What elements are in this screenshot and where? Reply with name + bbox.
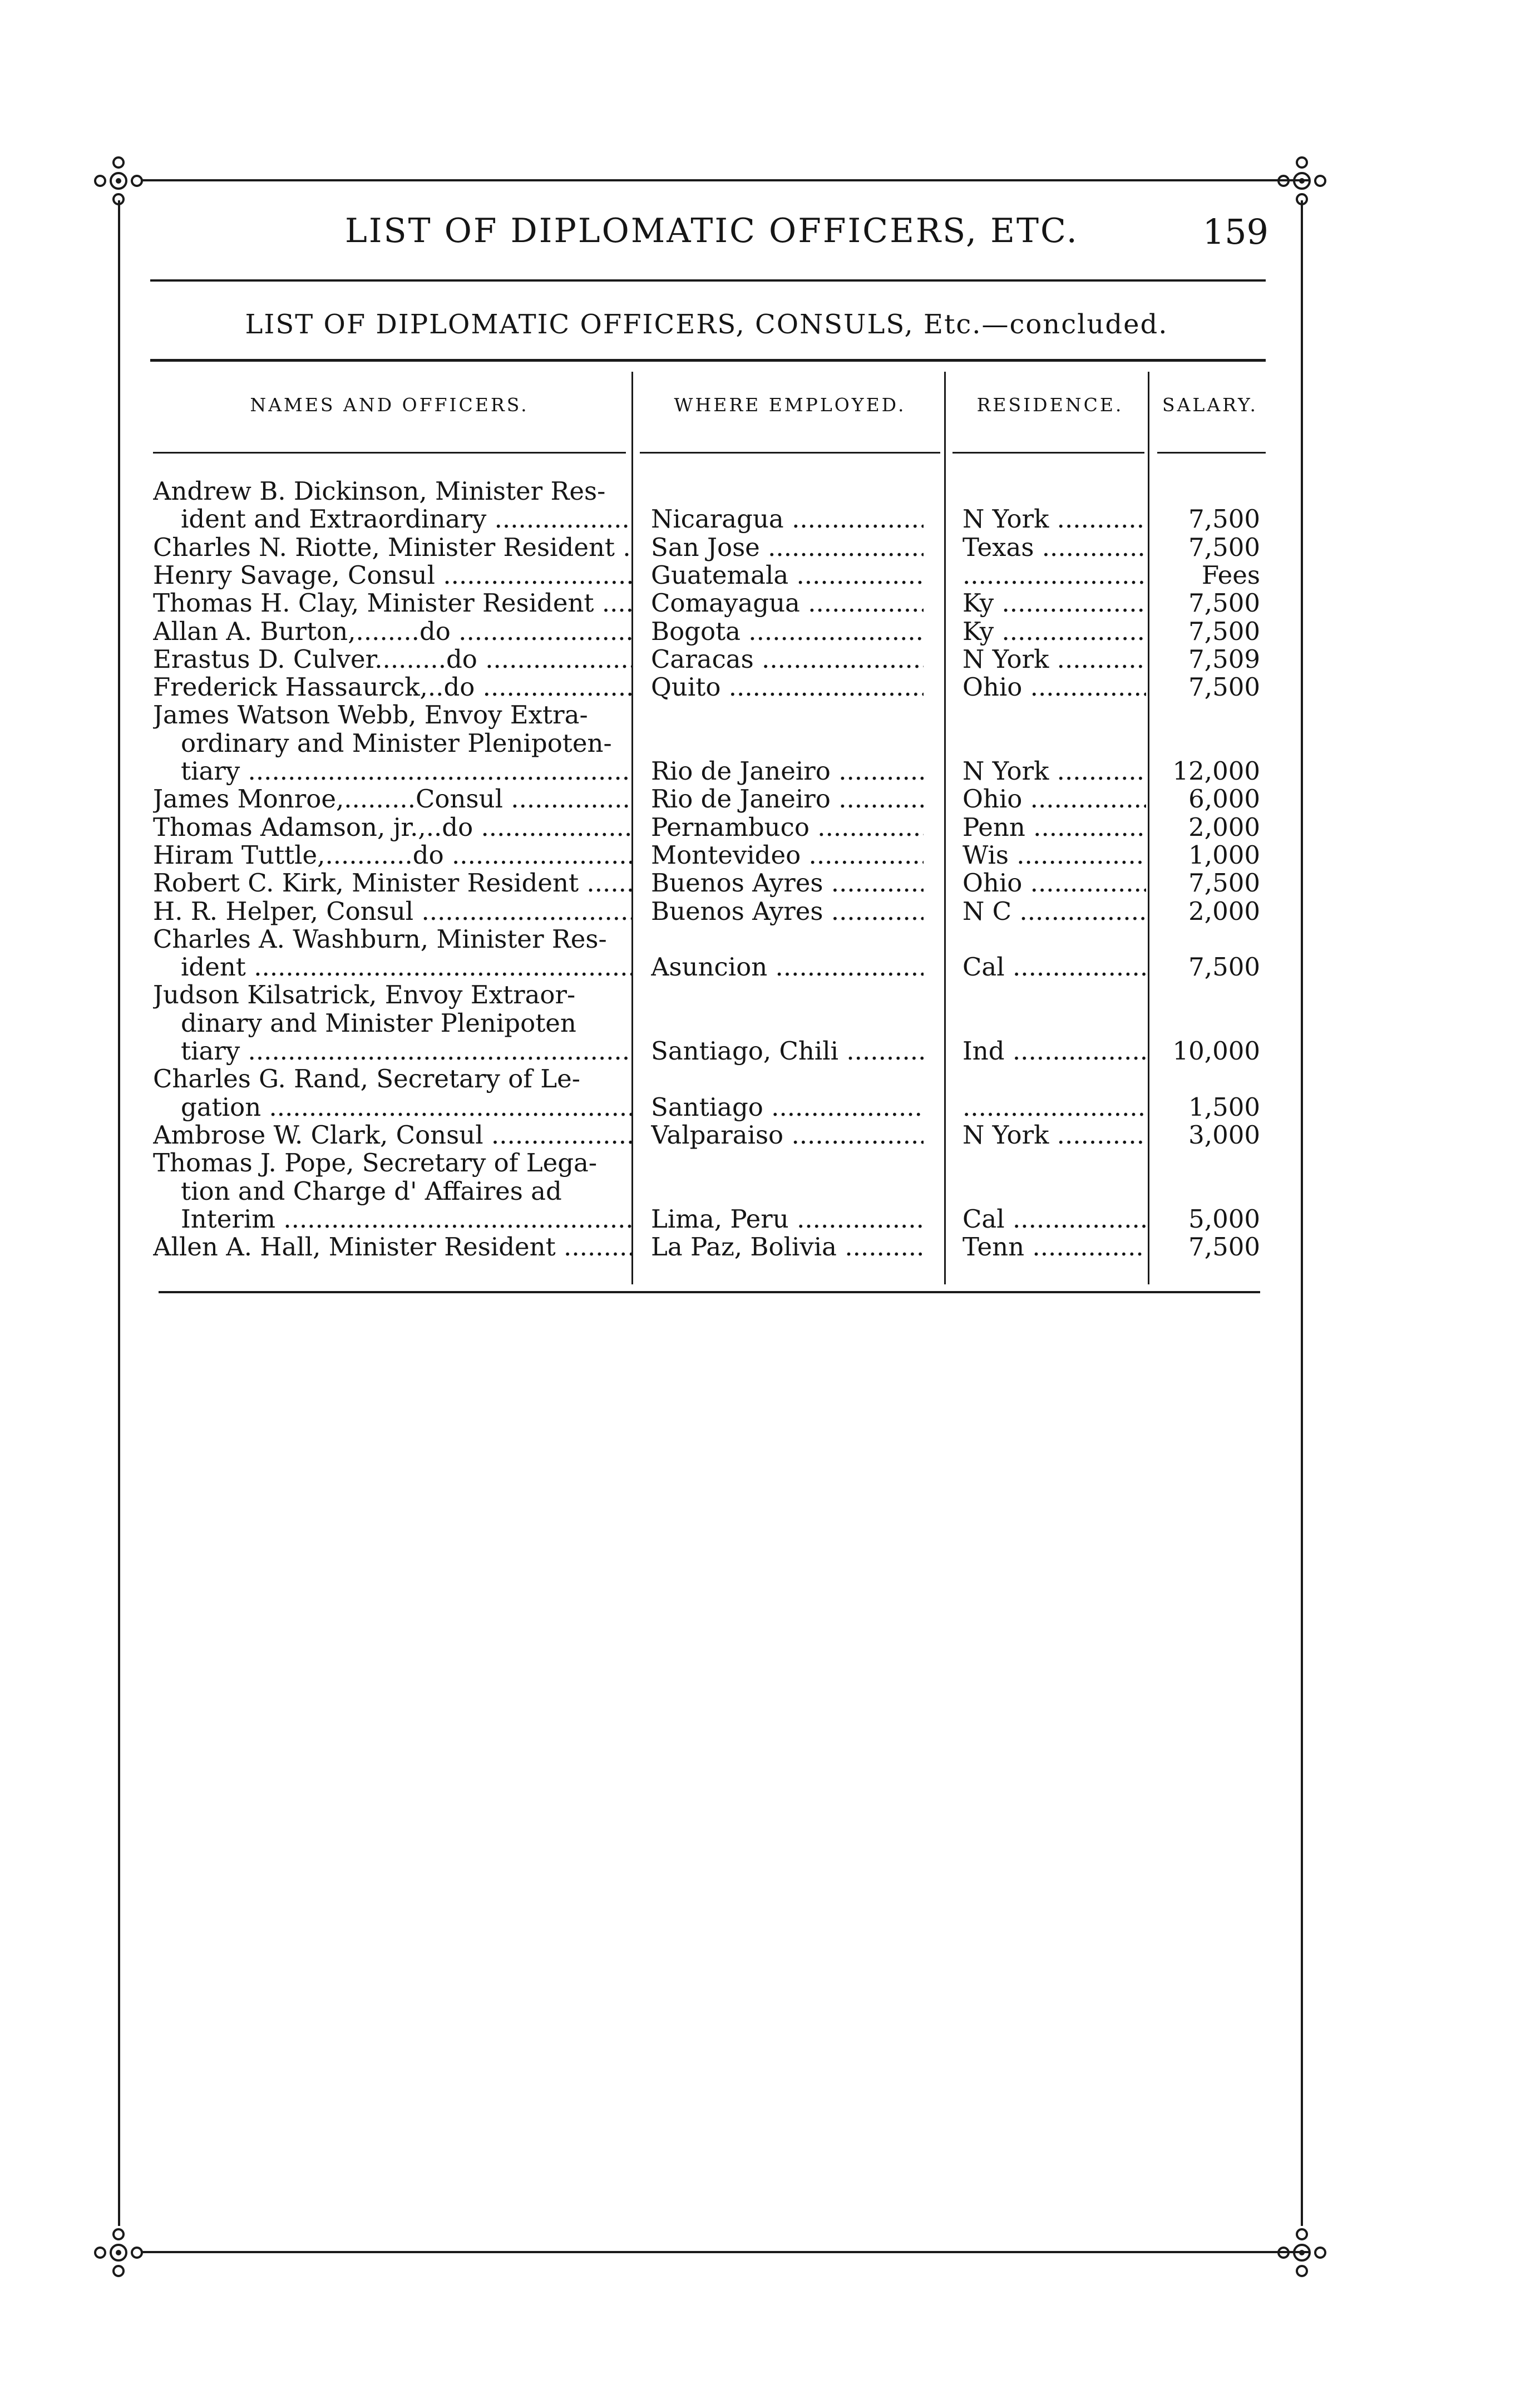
table-row xyxy=(153,673,1266,701)
table-row xyxy=(153,814,1266,841)
officer-name-cell: Allen A. Hall, Minister Resident ..... xyxy=(153,1233,631,1261)
column-header-where: WHERE EMPLOYED. xyxy=(674,394,906,416)
where-employed-cell: Bogota ..... xyxy=(651,618,924,646)
officer-name-cell: Allan A. Burton,........do ..... xyxy=(153,618,631,646)
officer-name-cell: Thomas H. Clay, Minister Resident ..... xyxy=(153,589,631,617)
where-employed-cell: Guatemala ..... xyxy=(651,561,924,589)
table-row xyxy=(153,618,1266,646)
table-row xyxy=(153,898,1266,925)
frame-left-rule xyxy=(118,200,120,2226)
officer-name-cell: tiary ..... xyxy=(181,1037,631,1065)
header-rule xyxy=(150,279,1266,282)
frame-bottom-rule xyxy=(142,2251,1310,2253)
salary-cell: 3,000 xyxy=(1188,1121,1260,1149)
officer-name-cell: Judson Kilsatrick, Envoy Extraor- xyxy=(153,981,576,1009)
salary-cell: 7,500 xyxy=(1188,953,1260,981)
officer-name-cell: Hiram Tuttle,...........do ..... xyxy=(153,841,631,869)
table-row xyxy=(153,646,1266,673)
table-row xyxy=(153,757,1266,785)
table-row xyxy=(153,953,1266,981)
header-underline-names xyxy=(153,452,626,454)
salary-cell: 7,500 xyxy=(1188,1233,1260,1261)
officer-name-cell: Erastus D. Culver.........do ..... xyxy=(153,646,631,673)
header-underline-residence xyxy=(952,452,1144,454)
officer-name-cell: tion and Charge d' Affaires ad xyxy=(181,1178,562,1205)
residence-cell: Texas ..... xyxy=(962,534,1146,561)
where-employed-cell: Buenos Ayres ..... xyxy=(651,869,924,897)
table-row xyxy=(153,981,1266,1009)
officer-name-cell: gation ..... xyxy=(181,1093,631,1121)
officer-name-cell: Ambrose W. Clark, Consul ..... xyxy=(153,1121,631,1149)
residence-cell: Ohio ..... xyxy=(962,869,1146,897)
table-title: LIST OF DIPLOMATIC OFFICERS, CONSULS, Etc.—concluded. xyxy=(245,309,1168,340)
where-employed-cell: Quito ..... xyxy=(651,673,924,701)
column-header-salary: SALARY. xyxy=(1162,394,1258,416)
frame-top-rule xyxy=(142,179,1310,181)
table-row xyxy=(153,1065,1266,1093)
officer-name-cell: ident and Extraordinary ..... xyxy=(181,505,631,533)
table-row xyxy=(153,730,1266,757)
residence-cell: Cal ..... xyxy=(962,953,1146,981)
frame-right-rule xyxy=(1301,200,1303,2226)
where-employed-cell: Caracas ..... xyxy=(651,646,924,673)
residence-cell xyxy=(962,1093,1146,1121)
table-row xyxy=(153,1037,1266,1065)
where-employed-cell: Montevideo ..... xyxy=(651,841,924,869)
where-employed-cell: Lima, Peru ..... xyxy=(651,1205,924,1233)
where-employed-cell: La Paz, Bolivia ..... xyxy=(651,1233,924,1261)
table-row xyxy=(153,701,1266,729)
salary-cell: 7,509 xyxy=(1188,646,1260,673)
page-number: 159 xyxy=(1202,211,1268,252)
table-row xyxy=(153,1009,1266,1037)
officer-name-cell: Charles N. Riotte, Minister Resident ..... xyxy=(153,534,631,561)
table-row xyxy=(153,1149,1266,1177)
where-employed-cell: Comayagua ..... xyxy=(651,589,924,617)
officer-name-cell: Andrew B. Dickinson, Minister Res- xyxy=(153,477,606,505)
residence-cell: Ky ..... xyxy=(962,618,1146,646)
where-employed-cell: Asuncion ..... xyxy=(651,953,924,981)
table-row xyxy=(153,561,1266,589)
where-employed-cell: Buenos Ayres ..... xyxy=(651,898,924,925)
where-employed-cell: Pernambuco ..... xyxy=(651,814,924,841)
salary-cell: 1,500 xyxy=(1188,1093,1260,1121)
column-header-names: NAMES AND OFFICERS. xyxy=(250,394,529,416)
residence-cell: Ohio ..... xyxy=(962,673,1146,701)
where-employed-cell: Nicaragua ..... xyxy=(651,505,924,533)
officer-name-cell: ident ..... xyxy=(181,953,631,981)
residence-cell: N York ..... xyxy=(962,646,1146,673)
table-row xyxy=(153,869,1266,897)
table-bottom-rule xyxy=(159,1291,1260,1293)
residence-cell: N York ..... xyxy=(962,505,1146,533)
salary-cell: 7,500 xyxy=(1188,618,1260,646)
officer-name-cell: Thomas J. Pope, Secretary of Lega- xyxy=(153,1149,598,1177)
residence-cell xyxy=(962,561,1146,589)
table-row xyxy=(153,1233,1266,1261)
table-row xyxy=(153,785,1266,813)
residence-cell: Ky ..... xyxy=(962,589,1146,617)
salary-cell: 1,000 xyxy=(1188,841,1260,869)
salary-cell: 7,500 xyxy=(1188,589,1260,617)
residence-cell: Ohio ..... xyxy=(962,785,1146,813)
where-employed-cell: Rio de Janeiro ..... xyxy=(651,785,924,813)
officer-name-cell: Frederick Hassaurck,..do ..... xyxy=(153,673,631,701)
salary-cell: 7,500 xyxy=(1188,869,1260,897)
table-row xyxy=(153,1093,1266,1121)
officer-name-cell: Charles A. Washburn, Minister Res- xyxy=(153,925,607,953)
salary-cell: 2,000 xyxy=(1188,814,1260,841)
where-employed-cell: Valparaiso ..... xyxy=(651,1121,924,1149)
officer-name-cell: dinary and Minister Plenipoten xyxy=(181,1009,576,1037)
running-title: LIST OF DIPLOMATIC OFFICERS, ETC. xyxy=(345,211,1079,250)
officer-name-cell: H. R. Helper, Consul ..... xyxy=(153,898,631,925)
officer-name-cell: Charles G. Rand, Secretary of Le- xyxy=(153,1065,580,1093)
corner-ornament-top-right xyxy=(1271,150,1332,211)
salary-cell: 5,000 xyxy=(1188,1205,1260,1233)
table-row xyxy=(153,1121,1266,1149)
table-row xyxy=(153,1178,1266,1205)
where-employed-cell: Rio de Janeiro ..... xyxy=(651,757,924,785)
officer-name-cell: ordinary and Minister Plenipoten- xyxy=(181,730,612,757)
officer-name-cell: Thomas Adamson, jr.,..do ..... xyxy=(153,814,631,841)
table-row xyxy=(153,1205,1266,1233)
table-row xyxy=(153,925,1266,953)
officer-name-cell: Henry Savage, Consul ..... xyxy=(153,561,631,589)
salary-cell: 6,000 xyxy=(1188,785,1260,813)
where-employed-cell: San Jose ..... xyxy=(651,534,924,561)
residence-cell: Cal ..... xyxy=(962,1205,1146,1233)
officer-name-cell: Interim ..... xyxy=(181,1205,631,1233)
residence-cell: Wis ..... xyxy=(962,841,1146,869)
where-employed-cell: Santiago, Chili ..... xyxy=(651,1037,924,1065)
corner-ornament-bottom-right xyxy=(1271,2222,1332,2283)
column-header-residence: RESIDENCE. xyxy=(976,394,1124,416)
table-row xyxy=(153,841,1266,869)
salary-cell: 7,500 xyxy=(1188,673,1260,701)
residence-cell: Ind ..... xyxy=(962,1037,1146,1065)
officer-name-cell: James Watson Webb, Envoy Extra- xyxy=(153,701,588,729)
salary-cell: 10,000 xyxy=(1172,1037,1260,1065)
salary-cell: 2,000 xyxy=(1188,898,1260,925)
officer-name-cell: tiary ..... xyxy=(181,757,631,785)
residence-cell: Tenn ..... xyxy=(962,1233,1146,1261)
residence-cell: Penn ..... xyxy=(962,814,1146,841)
salary-cell: 7,500 xyxy=(1188,534,1260,561)
salary-cell: 12,000 xyxy=(1172,757,1260,785)
officer-name-cell: Robert C. Kirk, Minister Resident ..... xyxy=(153,869,631,897)
header-underline-salary xyxy=(1157,452,1266,454)
corner-ornament-top-left xyxy=(88,150,149,211)
table-row xyxy=(153,534,1266,561)
table-row xyxy=(153,477,1266,505)
table-row xyxy=(153,505,1266,533)
officer-name-cell: James Monroe,.........Consul ..... xyxy=(153,785,631,813)
corner-ornament-bottom-left xyxy=(88,2222,149,2283)
where-employed-cell: Santiago ..... xyxy=(651,1093,924,1121)
salary-cell: 7,500 xyxy=(1188,505,1260,533)
salary-cell: Fees xyxy=(1201,561,1260,589)
table-row xyxy=(153,589,1266,617)
header-underline-where xyxy=(640,452,940,454)
residence-cell: N York ..... xyxy=(962,1121,1146,1149)
table-top-rule xyxy=(150,359,1266,362)
residence-cell: N York ..... xyxy=(962,757,1146,785)
residence-cell: N C ..... xyxy=(962,898,1146,925)
